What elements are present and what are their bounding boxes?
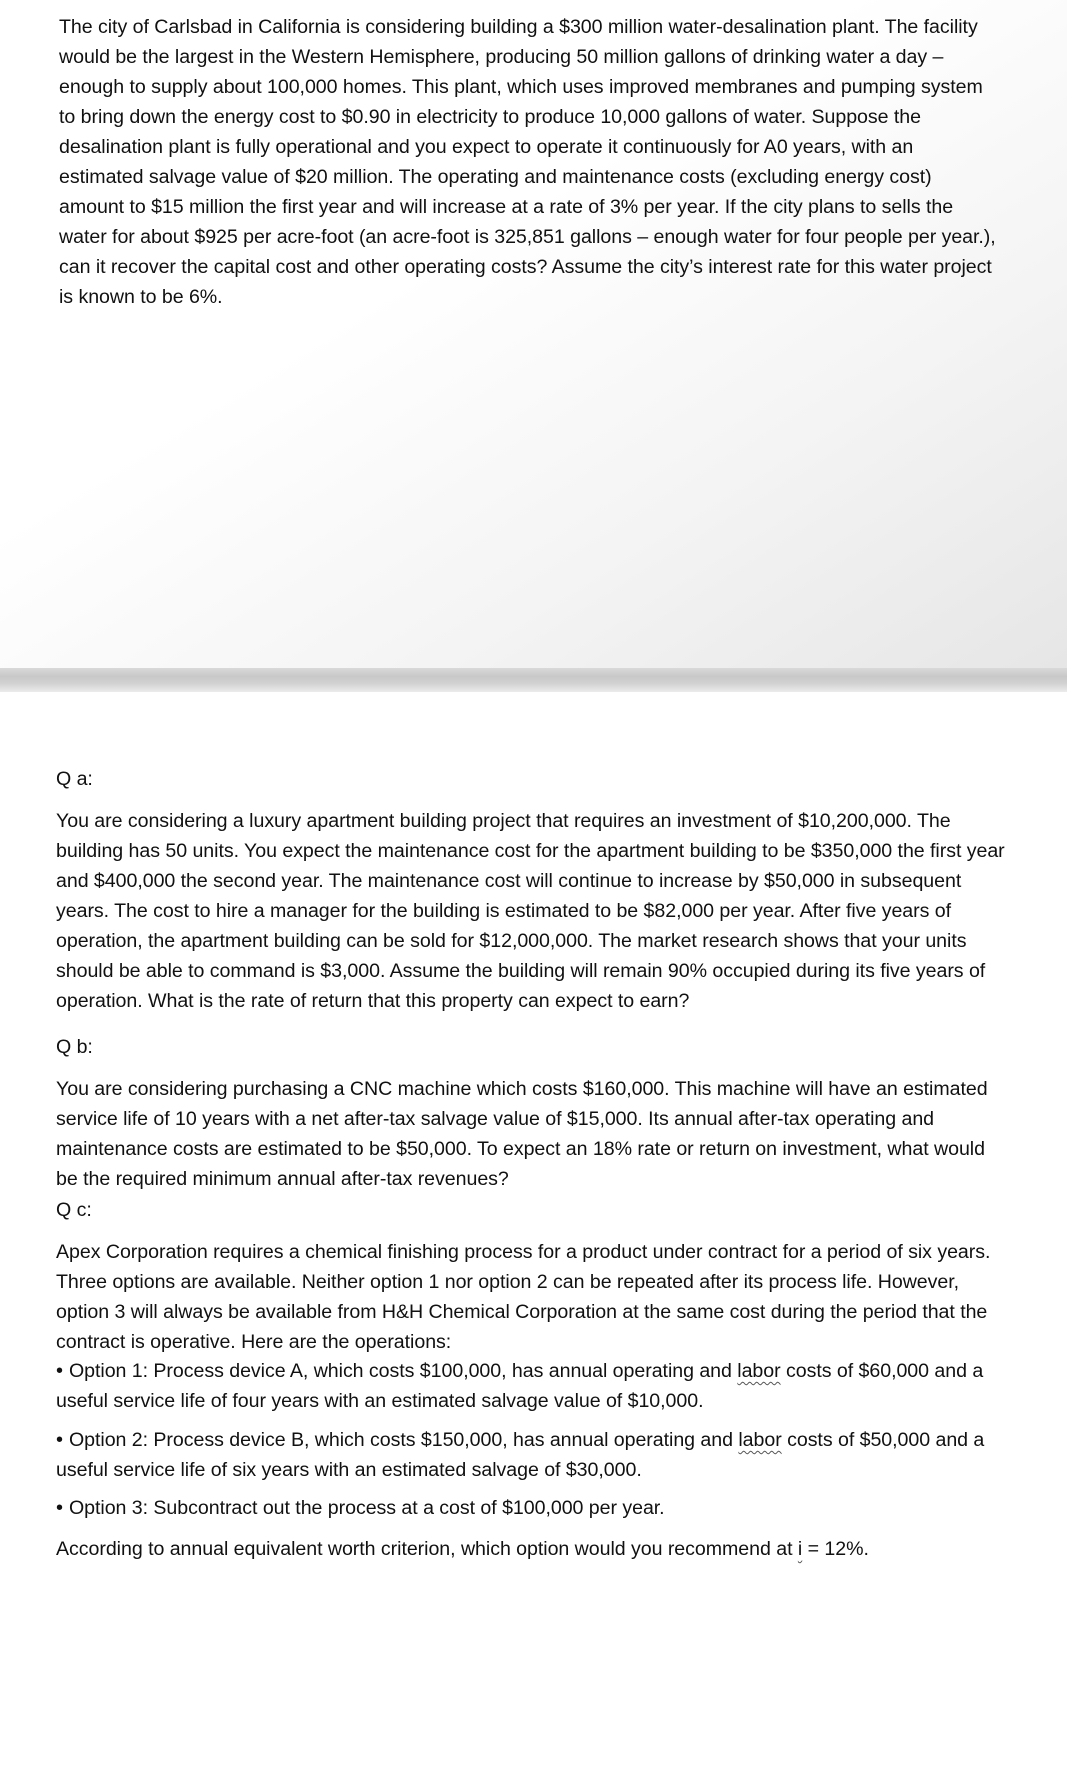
question-b-label: Q b: <box>56 1036 93 1058</box>
closing-text-end: = 12%. <box>807 1538 869 1560</box>
document-page-bottom <box>0 692 1067 1774</box>
closing-text-start: According to annual equivalent worth criterion, which option would you recommend at <box>56 1538 793 1560</box>
option-2-text-start: Option 2: Process device B, which costs $150,000, has annual operating and <box>68 1429 733 1451</box>
question-c-closing <box>56 1534 1006 1564</box>
question-a-label: Q a: <box>56 768 93 790</box>
question-c-label: Q c: <box>56 1199 92 1221</box>
closing-flagged-variable: i <box>797 1538 803 1560</box>
option-1-text-start: Option 1: Process device A, which costs $100,000, has annual operating and <box>68 1360 732 1382</box>
bullet-icon: • <box>56 1429 63 1451</box>
option-2-text-end: costs of $50,000 and a useful service life of six years with an estimated salvage of $30,000. <box>56 1429 985 1481</box>
bullet-icon: • <box>56 1360 63 1382</box>
option-2-flagged-word: labor <box>738 1429 782 1451</box>
question-c-intro-paragraph: Apex Corporation requires a chemical finishing process for a product under contract for a period of six years. Three options are available. Neither option 1 nor option 2 can be repeated after its process life. However, option 3 will always be available from H&H Chemical Corporation at the same cost during the period that the contract is operative. Here are the operations: <box>56 1241 991 1353</box>
option-3-bullet <box>56 1493 1006 1523</box>
question-b-paragraph: You are considering purchasing a CNC machine which costs $160,000. This machine will have an estimated service life of 10 years with a net after-tax salvage value of $15,000. Its annual after-tax operating and maintenance costs are estimated to be $50,000. To expect an 18% rate or return on investment, what would be the required minimum annual after-tax revenues? <box>56 1078 988 1190</box>
option-1-text-end: costs of $60,000 and a useful service life of four years with an estimated salvage value of $10,000. <box>56 1360 984 1412</box>
page-divider <box>0 668 1067 692</box>
option-1-flagged-word: labor <box>737 1360 781 1382</box>
question-a-paragraph: You are considering a luxury apartment building project that requires an investment of $10,200,000. The building has 50 units. You expect the maintenance cost for the apartment building to be $350,000 the first year and $400,000 the second year. The maintenance cost will continue to increase by $50,000 in subsequent years. The cost to hire a manager for the building is estimated to be $82,000 per year. After five years of operation, the apartment building can be sold for $12,000,000. The market research shows that your units should be able to command is $3,000. Assume the building will remain 90% occupied during its five years of operation. What is the rate of return that this property can expect to earn? <box>56 810 1005 1012</box>
option-3-text: Option 3: Subcontract out the process at a cost of $100,000 per year. <box>68 1497 665 1519</box>
option-1-bullet <box>56 1356 1006 1416</box>
document-page-top <box>0 0 1067 668</box>
option-2-bullet <box>56 1425 1006 1485</box>
intro-problem-paragraph: The city of Carlsbad in California is considering building a $300 million water-desalination plant. The facility would be the largest in the Western Hemisphere, producing 50 million gallons of drinking water a day – enough to supply about 100,000 homes. This plant, which uses improved membranes and pumping system to bring down the energy cost to $0.90 in electricity to produce 10,000 gallons of water. Suppose the desalination plant is fully operational and you expect to operate it continuously for A0 years, with an estimated salvage value of $20 million. The operating and maintenance costs (excluding energy cost) amount to $15 million the first year and will increase at a rate of 3% per year. If the city plans to sells the water for about $925 per acre-foot (an acre-foot is 325,851 gallons – enough water for four people per year.), can it recover the capital cost and other operating costs? Assume the city’s interest rate for this water project is known to be 6%. <box>59 16 996 308</box>
bullet-icon: • <box>56 1497 63 1519</box>
